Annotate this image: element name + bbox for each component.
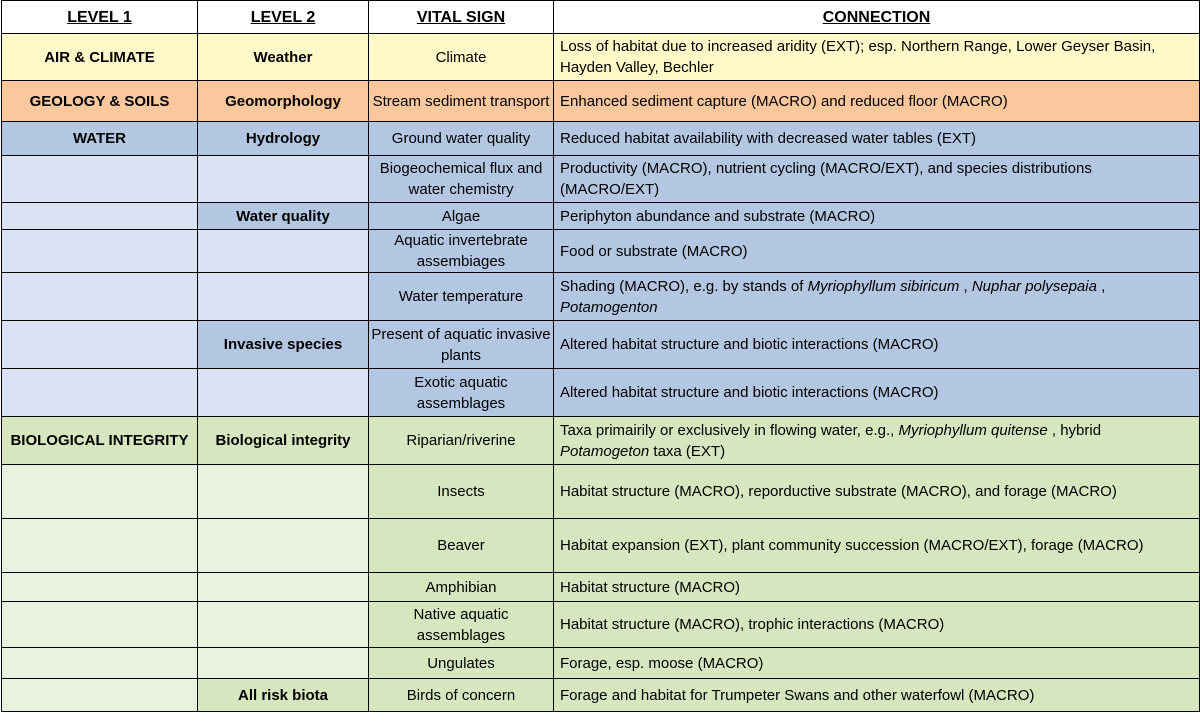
connection-cell: Habitat expansion (EXT), plant community succession (MACRO/EXT), forage (MACRO) <box>554 519 1200 573</box>
connection-cell: Forage, esp. moose (MACRO) <box>554 648 1200 679</box>
level-1-cell: BIOLOGICAL INTEGRITY <box>2 417 198 465</box>
table-row <box>2 156 1200 203</box>
header-level-1: LEVEL 1 <box>2 1 198 34</box>
level-1-cell: WATER <box>2 122 198 156</box>
table-row <box>2 230 1200 273</box>
table-row <box>2 573 1200 602</box>
vital-sign-cell: Insects <box>369 465 554 519</box>
connection-cell: Periphyton abundance and substrate (MACRO) <box>554 203 1200 230</box>
level-2-cell <box>198 273 369 321</box>
level-2-cell: Geomorphology <box>198 81 369 122</box>
connection-cell: Altered habitat structure and biotic interactions (MACRO) <box>554 321 1200 369</box>
connection-text: taxa (EXT) <box>649 442 726 460</box>
level-1-cell <box>2 369 198 417</box>
vital-sign-cell: Water temperature <box>369 273 554 321</box>
level-2-cell: Water quality <box>198 203 369 230</box>
level-2-cell: Invasive species <box>198 321 369 369</box>
connection-cell: Altered habitat structure and biotic interactions (MACRO) <box>554 369 1200 417</box>
connection-cell <box>554 273 1200 321</box>
species-name: Myriophyllum quitense <box>898 421 1048 439</box>
level-1-cell <box>2 648 198 679</box>
species-name: Potamogenton <box>560 298 658 316</box>
connection-cell: Reduced habitat availability with decreased water tables (EXT) <box>554 122 1200 156</box>
table-row <box>2 81 1200 122</box>
level-2-cell <box>198 230 369 273</box>
level-2-cell: All risk biota <box>198 679 369 712</box>
level-2-cell: Weather <box>198 34 369 81</box>
vital-sign-cell: Birds of concern <box>369 679 554 712</box>
vital-sign-cell: Riparian/riverine <box>369 417 554 465</box>
connection-cell: Food or substrate (MACRO) <box>554 230 1200 273</box>
vital-sign-cell: Aquatic invertebrate assembiages <box>369 230 554 273</box>
level-1-cell <box>2 156 198 203</box>
vital-sign-cell: Algae <box>369 203 554 230</box>
vital-sign-cell: Biogeochemical flux and water chemistry <box>369 156 554 203</box>
species-name: Potamogeton <box>560 442 650 460</box>
connection-text: Shading (MACRO), e.g. by stands of <box>560 277 808 295</box>
level-1-cell <box>2 679 198 712</box>
vital-sign-cell: Amphibian <box>369 573 554 602</box>
table-row <box>2 34 1200 81</box>
connection-cell: Forage and habitat for Trumpeter Swans and other waterfowl (MACRO) <box>554 679 1200 712</box>
level-1-cell <box>2 465 198 519</box>
level-1-cell <box>2 519 198 573</box>
table-row <box>2 273 1200 321</box>
connection-text: , <box>1096 277 1106 295</box>
level-1-cell <box>2 321 198 369</box>
table-row <box>2 465 1200 519</box>
vital-sign-cell: Beaver <box>369 519 554 573</box>
level-1-cell <box>2 602 198 648</box>
vital-sign-cell: Ground water quality <box>369 122 554 156</box>
header-vital-sign: VITAL SIGN <box>369 1 554 34</box>
vital-sign-cell: Exotic aquatic assemblages <box>369 369 554 417</box>
table-row <box>2 417 1200 465</box>
connection-cell: Habitat structure (MACRO), reporductive substrate (MACRO), and forage (MACRO) <box>554 465 1200 519</box>
table-body <box>2 34 1200 712</box>
table-row <box>2 321 1200 369</box>
vital-sign-cell: Ungulates <box>369 648 554 679</box>
level-1-cell <box>2 573 198 602</box>
level-2-cell <box>198 156 369 203</box>
vital-sign-cell: Present of aquatic invasive plants <box>369 321 554 369</box>
table-row <box>2 203 1200 230</box>
vital-signs-table <box>1 0 1200 712</box>
connection-cell: Habitat structure (MACRO) <box>554 573 1200 602</box>
connection-cell <box>554 417 1200 465</box>
level-2-cell <box>198 602 369 648</box>
level-2-cell <box>198 519 369 573</box>
table-row <box>2 519 1200 573</box>
level-2-cell <box>198 369 369 417</box>
connection-text: , hybrid <box>1047 421 1102 439</box>
connection-cell: Productivity (MACRO), nutrient cycling (MACRO/EXT), and species distributions (MACRO/EXT) <box>554 156 1200 203</box>
species-name: Nuphar polysepaia <box>971 277 1097 295</box>
level-1-cell: AIR & CLIMATE <box>2 34 198 81</box>
connection-text: , <box>959 277 972 295</box>
vital-sign-cell: Stream sediment transport <box>369 81 554 122</box>
connection-cell: Loss of habitat due to increased aridity (EXT); esp. Northern Range, Lower Geyser Basin, Hayden Valley, Bechler <box>554 34 1200 81</box>
level-2-cell: Biological integrity <box>198 417 369 465</box>
vital-sign-cell: Climate <box>369 34 554 81</box>
connection-cell: Habitat structure (MACRO), trophic interactions (MACRO) <box>554 602 1200 648</box>
connection-text: Taxa primairily or exclusively in flowing water, e.g., <box>560 421 899 439</box>
level-2-cell: Hydrology <box>198 122 369 156</box>
level-2-cell <box>198 573 369 602</box>
level-1-cell <box>2 203 198 230</box>
level-2-cell <box>198 648 369 679</box>
level-1-cell: GEOLOGY & SOILS <box>2 81 198 122</box>
level-1-cell <box>2 230 198 273</box>
level-2-cell <box>198 465 369 519</box>
table-row <box>2 648 1200 679</box>
connection-cell: Enhanced sediment capture (MACRO) and reduced floor (MACRO) <box>554 81 1200 122</box>
header-level-2: LEVEL 2 <box>198 1 369 34</box>
header-row <box>2 1 1200 34</box>
level-1-cell <box>2 273 198 321</box>
header-connection: CONNECTION <box>554 1 1200 34</box>
species-name: Myriophyllum sibiricum <box>807 277 960 295</box>
table-row <box>2 679 1200 712</box>
table-row <box>2 122 1200 156</box>
table-row <box>2 369 1200 417</box>
table-row <box>2 602 1200 648</box>
vital-sign-cell: Native aquatic assemblages <box>369 602 554 648</box>
